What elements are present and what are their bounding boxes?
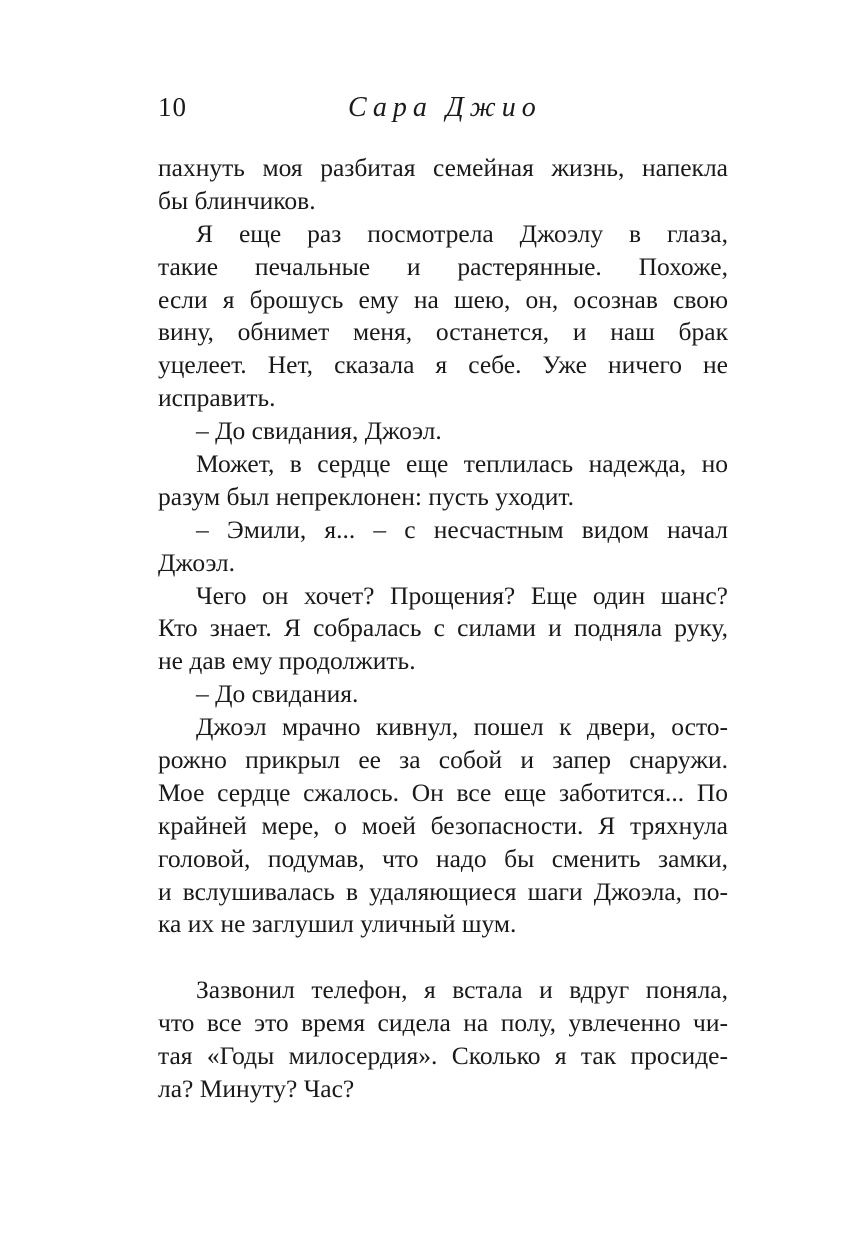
page-number: 10	[158, 92, 187, 122]
text-line: разум был непреклонен: пусть уходит.	[158, 481, 574, 511]
running-head-author: Сара Джио	[348, 92, 542, 123]
dialogue-line: – Эмили, я... – с несчастным видом начал	[196, 514, 728, 544]
text-line: пахнуть моя разбитая семейная жизнь, напекла	[158, 153, 728, 182]
text-line: если я брошусь ему на шею, он, осознав свою	[158, 284, 728, 314]
text-line: такие печальные и растерянные. Похоже,	[158, 251, 728, 281]
body-text	[158, 152, 728, 1106]
text-line: Мое сердце сжалось. Он все еще заботится... По	[158, 777, 728, 807]
text-line: рожно прикрыл ее за собой и запер снаружи.	[158, 745, 728, 775]
text-line: ка их не заглушил уличный шум.	[158, 909, 517, 939]
page-header	[158, 92, 728, 132]
text-line: Джоэл.	[158, 547, 236, 577]
text-line: не дав ему продолжить.	[158, 646, 416, 676]
text-line: вину, обнимет меня, останется, и наш брак	[158, 317, 728, 347]
text-line: Может, в сердце еще теплилась надежда, но	[196, 449, 728, 479]
dialogue-line: – До свидания, Джоэл.	[196, 416, 442, 446]
text-line: уцелеет. Нет, сказала я себе. Уже ничего не	[158, 350, 728, 380]
text-line: исправить.	[158, 383, 276, 413]
text-line: Джоэл мрачно кивнул, пошел к двери, осто-	[196, 712, 728, 742]
text-line: и вслушивалась в удаляющиеся шаги Джоэла, по-	[158, 876, 728, 906]
text-line: бы блинчиков.	[158, 185, 316, 215]
text-line: ла? Минуту? Час?	[158, 1073, 355, 1103]
text-line: что все это время сидела на полу, увлеченно чи-	[158, 1008, 728, 1038]
text-line: Чего он хочет? Прощения? Еще один шанс?	[196, 580, 728, 610]
dialogue-line: – До свидания.	[196, 679, 359, 709]
section-break	[158, 941, 728, 974]
text-line: головой, подумав, что надо бы сменить замки,	[158, 843, 728, 873]
text-line: Кто знает. Я собралась с силами и подняла руку,	[158, 613, 728, 643]
text-line: Зазвонил телефон, я встала и вдруг поняла,	[196, 975, 728, 1005]
text-line: крайней мере, о моей безопасности. Я тряхнула	[158, 810, 728, 840]
text-line: тая «Годы милосердия». Сколько я так просиде-	[158, 1041, 728, 1071]
text-line: Я еще раз посмотрела Джоэлу в глаза,	[196, 218, 728, 248]
